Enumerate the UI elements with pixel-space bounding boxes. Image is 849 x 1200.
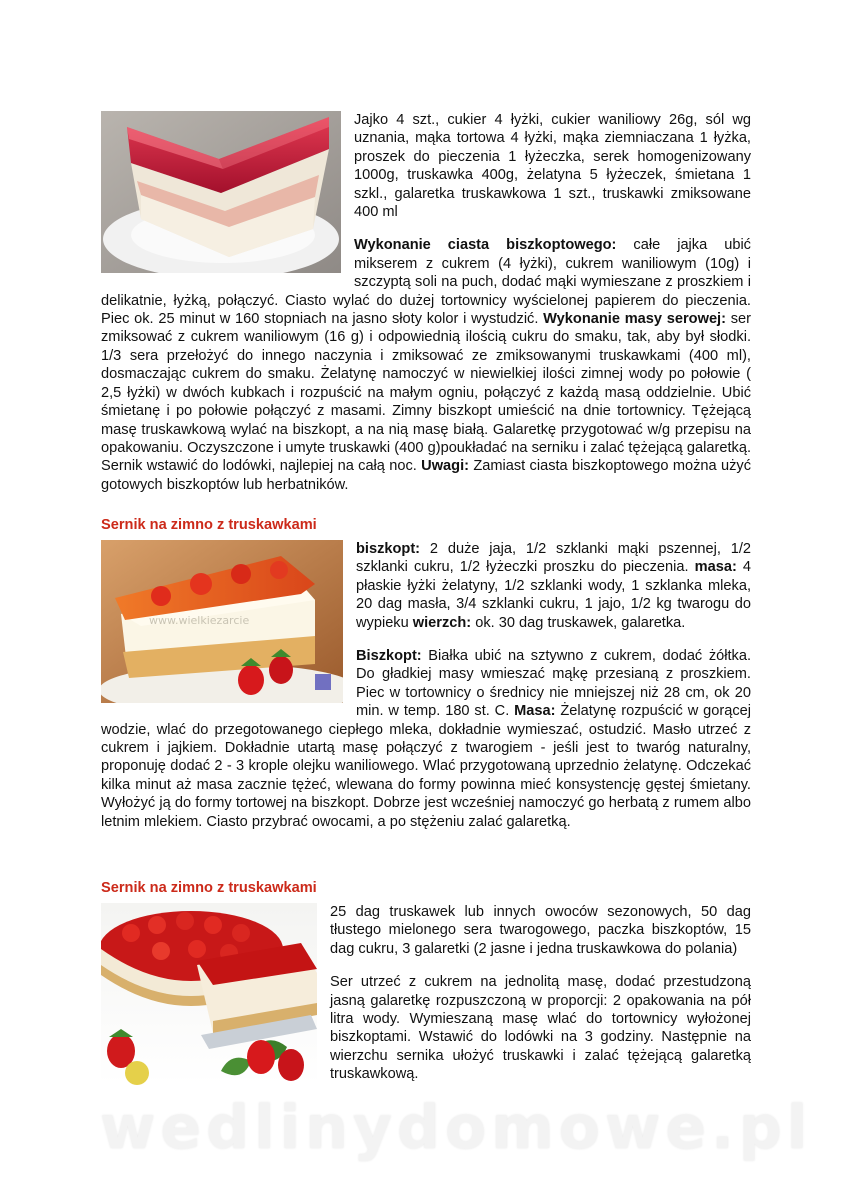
recipe-3-title: Sernik na zimno z truskawkami bbox=[101, 880, 317, 896]
biszkopt-step-label: Biszkopt: bbox=[356, 648, 422, 665]
cheesecake-photo-3 bbox=[101, 903, 317, 1085]
masa-step-label: Masa: bbox=[514, 703, 556, 720]
biszkopt-method-label: Wykonanie ciasta biszkoptowego: bbox=[354, 237, 617, 254]
recipe-3 bbox=[101, 879, 751, 1087]
biszkopt-method-text: całe jajka ubić mikserem z cukrem (4 łyżki), cukrem waniliowym (10g) i szczyptą soli na puch, dodać mąki wymieszane z proszkiem i delikatnie, łyżką, połączyć. Ciasto wylać do dużej tortownicy wyścielonej papierem do pieczenia. Piec ok. 25 minut w 160 stopniach na jasno słoty kolor i wystudzić. bbox=[101, 237, 751, 328]
cheese-mass-label: Wykonanie masy serowej: bbox=[543, 311, 726, 328]
recipe-3-ingredients: 25 dag truskawek lub innych owoców sezonowych, 50 dag tłustego mielonego sera twarogowego, paczka biszkoptów, 15 dag cukru, 3 galaretki (2 jasne i jedna truskawkowa do polania) bbox=[330, 904, 751, 957]
masa-step-text: Żelatynę rozpuścić w gorącej wodzie, wlać do przegotowanego ciepłego mleka, dokładnie wymieszać, ostudzić. Masło utrzeć z cukrem i jajkiem. Dokładnie utartą masę połączyć z twarogiem - jeśli jest to twaróg naturalny, proponuję dodać 2 - 3 krople olejku waniliowego. Wlać przygotowaną uprzednio żelatynę. Odczekać kilka minut aż masa zacznie tężeć, wlewana do formy powinna mieć konsystencję gęstej śmietany. Wyłożyć ją do formy tortowej na biszkopt. Dobrze jest wcześniej namoczyć go herbatą z rumem albo letnim mlekiem. Ciasto przybrać owocami, a po stężeniu zalać galaretką. bbox=[101, 703, 751, 830]
cheesecake-photo-2 bbox=[101, 540, 343, 703]
biszkopt-label: biszkopt: bbox=[356, 541, 421, 557]
cheesecake-photo-1 bbox=[101, 111, 341, 273]
masa-label: masa: bbox=[694, 559, 737, 576]
recipe-1 bbox=[101, 111, 751, 494]
biszkopt-step-text: Białka ubić na sztywno z cukrem, dodać żółtka. Do gładkiej masy wmieszać mąkę przesianą z proszkiem. Piec w tortownicy o średnicy nie mniejszej niż 28 cm, ok 20 min. w temp. 180 st. C. bbox=[356, 648, 751, 720]
recipe-2 bbox=[101, 516, 751, 831]
wierzch-text: ok. 30 dag truskawek, galaretka. bbox=[471, 614, 686, 631]
recipe-1-ingredients: Jajko 4 szt., cukier 4 łyżki, cukier waniliowy 26g, sól wg uznania, mąka tortowa 4 łyżki, mąka ziemniaczana 1 łyżka, proszek do pieczenia 1 łyżeczka, serek homogenizowany 1000g, truskawka 400g, żelatyna 5 łyżeczek, śmietana 1 szkl., galaretka truskawkowa 1 szt., truskawki zmiksowane 400 ml bbox=[354, 112, 751, 221]
wierzch-label: wierzch: bbox=[412, 614, 472, 631]
recipe-3-instructions: Ser utrzeć z cukrem na jednolitą masę, dodać przestudzoną jasną galaretkę rozpuszczoną w proporcji: 2 opakowania na pół litra wody. Wymieszaną masę wlać do tortownicy wyłożonej biszkoptami. Wstawić do lodówki na 3 godziny. Następnie na wierzchu sernika ułożyć truskawki i zalać tężejącą galaretką truskawkową. bbox=[330, 974, 751, 1083]
biszkopt-text: 2 duże jaja, 1/2 szklanki mąki pszennej, 1/2 szklanki cukru, 1/2 łyżeczki proszku do pieczenia. bbox=[356, 541, 751, 576]
site-watermark: wedlinydomowe.pl bbox=[100, 1093, 813, 1163]
recipe-1-instructions bbox=[101, 236, 751, 494]
notes-text: Zamiast ciasta biszkoptowego można użyć gotowych biszkoptów lub herbatników. bbox=[101, 458, 751, 493]
recipe-2-title: Sernik na zimno z truskawkami bbox=[101, 517, 317, 533]
notes-label: Uwagi: bbox=[421, 458, 469, 475]
cheese-mass-text: ser zmiksować z cukrem waniliowym (16 g) i odpowiednią ilością cukru do smaku, tak, aby był słodki. 1/3 sera przełożyć do innego naczynia i zmiksować ze zmiksowanymi truskawkami (400 ml), dosmaczając cukrem do smaku. Żelatynę namoczyć w niewielkiej ilości zimnej wody po połowie ( 2,5 łyżki) w dwóch kubkach i rozpuścić na małym ogniu, połączyć z każdą masą oddzielnie. Ubić śmietanę i po połowie połączyć z masami. Zimny biszkopt umieścić na dnie tortownicy. Tężejącą masę truskawkową wylać na biszkopt, a na nią masę białą. Galaretkę przygotować w/g przepisu na opakowaniu. Oczyszczone i umyte truskawki (400 g)poukładać na serniku i zalać tężejącą galaretką. Sernik wstawić do lodówki, najlepiej na całą noc. bbox=[101, 311, 752, 475]
photo-watermark: www.wielkiezarcie bbox=[149, 614, 250, 627]
masa-text: 4 płaskie łyżki żelatyny, 1/2 szklanki wody, 1 szklanka mleka, 20 dag masła, 3/4 szklanki cukru, 1 jajo, 1/2 kg twarogu do wypieku bbox=[356, 559, 752, 631]
